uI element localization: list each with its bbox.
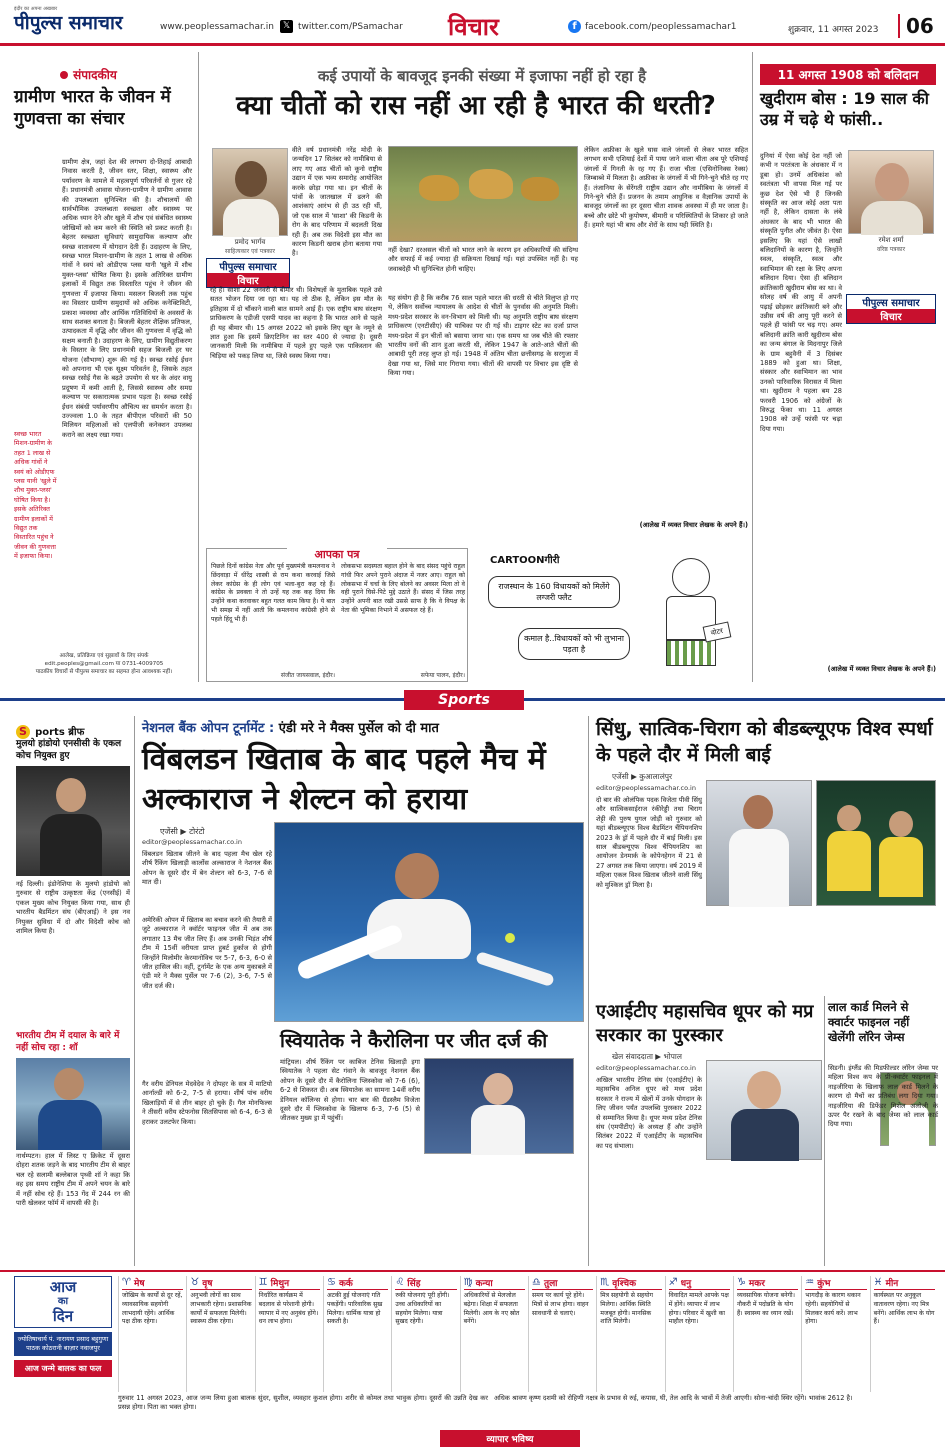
brand-name: पीपुल्स समाचार <box>219 262 277 273</box>
sports-r-dateline: एजेंसी ▶ कुआलालंपुर <box>612 772 673 781</box>
right-author-photo <box>848 150 934 234</box>
brief-2-title: भारतीय टीम में दयाल के बारे में नहीं सोच रहा : शॉ <box>16 1031 120 1053</box>
horoscope-title-1: आज <box>49 1278 77 1296</box>
horoscope-panel <box>14 1276 112 1440</box>
sagittarius-icon: ♐ <box>668 1277 678 1288</box>
horoscope-sign-name: सिंह <box>407 1279 421 1289</box>
horoscope-sign <box>391 1276 459 1392</box>
gemini-icon: ♊ <box>258 1277 268 1288</box>
sports-body-1: विंबलडन खिताब जीतने के बाद पहला मैच खेल रहे शीर्ष रैंकिंग खिलाड़ी कार्लोस अल्काराज ने नेशनल बैंक ओपन के दूसरे दौर में बेन शेल्टन को 6-3, 7-6 से मात दी। <box>142 850 272 887</box>
letter-2: लोकसभा सदस्यता बहाल होने के बाद संसद पहुंचे राहुल गांधी फिर अपने पुराने अंदाज में नजर आए। राहुल को लोकसभा में चर्चा के लिए बोलने का अवसर मिला तो वे वही पुराने घिसे-पिटे मुद्दे उठाते हैं। संसद में जिस तरह उन्होंने अपनी बात रखी उससे साफ है कि वे विपक्ष के नेता की भूमिका निभाने में असफल रहे हैं। <box>341 563 465 614</box>
virgo-icon: ♍ <box>463 1277 473 1288</box>
libra-icon: ♎ <box>531 1277 541 1288</box>
page-number: 06 <box>898 14 934 38</box>
author-role: साहित्यकार एवं पत्रकार <box>225 248 275 255</box>
brand-tag: विचार <box>207 273 289 287</box>
cartoon-figure <box>652 558 732 678</box>
right-author-name: रमेश शर्मा <box>878 236 904 244</box>
sports-r2-email[interactable]: editor@peoplessamachar.co.in <box>596 1064 696 1072</box>
letter-1-sign: संजीत जायसवाल, इंदौर। <box>280 672 335 679</box>
right-brand-box <box>846 294 936 324</box>
right-brand-tag: विचार <box>847 309 935 323</box>
editorial-footer-contact: आलेख, प्रतिक्रिया एवं सुझावों के लिए संपर्क <box>59 653 149 659</box>
horoscope-sign-text: समय पर कार्य पूरे होंगे। मित्रों से लाभ होगा। वाहन सावधानी से चलाएं। <box>531 1292 589 1317</box>
cheetah-photo <box>388 146 578 242</box>
horoscope-sign <box>733 1276 801 1392</box>
right-article-date-label: 11 अगस्त 1908 को बलिदान <box>760 64 936 85</box>
trade-text: अधिक श्रावण कृष्ण दशमी को रोहिणी नक्षत्र के प्रभाव से रुई, कपास, घी, तेल आदि के भावों में तेजी आएगी। सोना-चांदी स्थिर रहेंगे। भावांक 2612 है। <box>494 1394 853 1402</box>
main-article-title: क्या चीतों को रास नहीं आ रही है भारत की धरती? <box>236 91 716 121</box>
horoscope-sign-header <box>805 1276 866 1290</box>
brief-1-photo <box>16 766 130 876</box>
horoscope-sign-text: जोखिम के कार्यों से दूर रहें, व्यावसायिक सहयोगी लाभदायी रहेंगे। आर्थिक पक्ष ठीक रहेगा। <box>122 1292 183 1326</box>
brand-box <box>206 258 290 288</box>
horoscope-sign-name: धनु <box>680 1279 692 1289</box>
facebook-link[interactable]: facebook.com/peoplessamachar1 <box>585 22 737 32</box>
editorial-title: ग्रामीण भारत के जीवन में गुणवत्ता का संचार <box>14 87 171 129</box>
badminton-photo <box>816 780 936 906</box>
main-article-col3: यह संयोग ही है कि करीब 76 साल पहले भारत की धरती से चीते विलुप्त हो गए थे, लेकिन सर्वोच्च न्यायालय के आदेश से चीतों के पुनर्वास की अनुमति मिली। मध्य-प्रदेश सरकार के वन-विभाग को मिली थी। यह अनुमति राष्ट्रीय बाघ संरक्षण प्राधिकरण (एनटीसीए) की याचिका पर दी गई थी। टाइगर स्टेट का दर्जा प्राप्त मध्य-प्रदेश में इन चीतों को बसाया जाना था। एक समय था जब चीते की रफ्तार भारतीय वनों की शान हुआ करती थी, लेकिन 1947 के आते-आते चीतों की आबादी पूरी तरह लुप्त हो गई। 1948 में अंतिम चीता छत्तीसगढ़ के सरगुजा में देखा गया था, जिसे मार गिराया गया। चीतों की वापसी पर विचार इस दृष्टि से किया गया। <box>388 294 578 378</box>
right-article-endnote: (आलेख में व्यक्त विचार लेखक के अपने हैं।) <box>827 665 936 673</box>
column-divider <box>824 996 825 1266</box>
horoscope-sign-name: वृष <box>202 1279 213 1289</box>
author-name: प्रमोद भार्गव <box>234 238 266 246</box>
horoscope-sign-text: व्यवसायिक योजना बनेगी। नौकरी में पदोन्नति के योग हैं। स्वास्थ्य का ध्यान रखें। <box>736 1292 795 1317</box>
facebook-icon: f <box>568 20 581 33</box>
right-article-body: दुनियां में ऐसा कोई देश नहीं जो कभी न परतंत्रता के अंधकार में न डूबा हो। उनमें अधिकांश को स्वतंत्रता भी वापस मिल गई पर कुछ देश ऐसे भी हैं जिनकी संस्कृति का आज कोई अता पता नहीं है, लेकिन दासता के लंबे अंधकार के बाद भी भारत की संस्कृति पुनीत और जीवंत है। ऐसा इसलिए कि यहां ऐसे लाखों बलिदानियों के कारण है, जिन्होंने स्वत्व, संस्कृति, स्वत्व और स्वाभिमान की रक्षा के लिए अपना बलिदान दिया। ऐसा ही बलिदान क्रांतिकारी खुदीराम बोस का था। वे सोलह वर्ष की आयु में अपनी पढ़ाई छोड़कर क्रांतिकारी बने और उन्नीस वर्ष की आयु पूरी करने से पहले ही फांसी पर चढ़ गए। अमर बलिदानी क्रांति कारी खुदीराम बोस का जन्म बंगाल के मिदनापुर जिले के ग्राम बहुवैनी में 3 दिसंबर 1889 को हुआ था। शिक्षा, संस्कार और स्वाभिमान का भाव उनको पारिवारिक विरासत में मिला था। खुदीराम ने पहला बम 28 फरवरी 1906 को अंग्रेजों के विरुद्ध फेंका था। 11 अगस्त 1908 को उन्हें फांसी पर चढ़ा दिया गया। <box>760 152 842 433</box>
brief-1-body: नई दिल्ली। इंडोनेशिया के मुलयो हांडोयो को गुरुवार से राष्ट्रीय उत्कृष्टता केंद्र (एनसीई) में एकल मुख्य कोच नियुक्त किया गया, साथ ही भारतीय बैडमिंटन संघ (बीएआई) ने इस नव नियुक्त सुविधा में दो और विदेशी कोच को शामिल किया है। <box>16 880 130 936</box>
main-article-col3-top: नहीं देखा? दरअसल चीतों को भारत लाने के कारण इन अधिकारियों की संदिग्ध और सफाई में कई ज्यादा ही सक्रियता दिखाई गई। यहां उपस्थित नहीं है। यह जवाबदेही भी सुनिश्चित होनी चाहिए। <box>388 246 578 273</box>
horoscope-title <box>14 1276 112 1328</box>
horoscope-sign-text: अधिकारियों से मेलजोल बढ़ेगा। शिक्षा में सफलता मिलेगी। आय के नए स्रोत बनेंगे। <box>463 1292 520 1326</box>
sports-r3-headline: लाल कार्ड मिलने से क्वार्टर फाइनल नहीं खेलेंगी लॉरेन जेम्स <box>828 1000 910 1044</box>
sports-body-2: अमेरिकी ओपन में खिताब का बचाव करने की तैयारी में जुटे अल्काराज ने क्वॉर्टर फाइनल जीत में अब तक लगातार 13 मैच जीत लिए हैं। अब उनकी भिड़ंत शीर्ष टीम में 15वीं वरीयता प्राप्त हुबर्ट हुर्काज से होगी जिन्होंने मिलोमीर केरमानोविच पर 5-7, 6-3, 6-0 से जीत हासिल की। वहीं, टूर्नामेंट के एक अन्य मुकाबले में एंडी मरे ने मैक्स पुर्सेल पर 7-6 (2), 3-6, 7-5 से जीत दर्ज की। <box>142 916 272 990</box>
sports-sub-headline: स्वियातेक ने कैरोलिना पर जीत दर्ज की <box>280 1030 548 1052</box>
horoscope-sign-header <box>122 1276 183 1290</box>
horoscope-sign-header <box>600 1276 661 1290</box>
horoscope-sign-name: कन्या <box>475 1279 493 1289</box>
cartoon-bubble-2: कमाल है..विधायकों को भी लुभाना पड़ता है <box>518 628 630 660</box>
right-article-title: खुदीराम बोस : 19 साल की उम्र में चढ़े थे फांसी.. <box>760 89 929 129</box>
sports-banner: Sports <box>404 690 524 710</box>
kids-text: गुरुवार 11 अगस्त 2023, आज जन्म लिया हुआ बालक सुंदर, सुशील, व्यवहार कुशल होगा। शरीर से कोमल तथा भावुक होगा। दूसरों की उन्नति देख कर प्रसन्न होगा। पिता का भक्त होगा। <box>118 1394 488 1412</box>
horoscope-sign-header <box>395 1276 456 1290</box>
horoscope-sign <box>118 1276 186 1392</box>
right-article-body-cont <box>760 330 936 660</box>
horoscope-sign-text: अनुभवी लोगों का साथ लाभकारी रहेगा। प्रशासनिक कार्यों में सफलता मिलेगी। स्वास्थ्य ठीक रहेगा। <box>190 1292 252 1326</box>
masthead <box>0 0 945 46</box>
kids-label: आज जन्मे बालक का फल <box>14 1360 112 1377</box>
horoscope-sign-name: मिथुन <box>270 1279 290 1289</box>
aries-icon: ♈ <box>122 1277 131 1288</box>
paper-tag: इंदौर का अपना अखबार <box>14 6 58 12</box>
sports-r2-body-cont <box>706 1164 822 1264</box>
horoscope-sign <box>665 1276 733 1392</box>
sindhu-photo <box>706 780 812 906</box>
horoscope-sign-header <box>669 1276 730 1290</box>
cartoon-bubble-1: राजस्थान के 160 विधायकों को मिलेंगे लग्जरी फ्लैट <box>488 576 620 608</box>
brief-2-body: नार्थम्पटन। हाल में लिस्ट ए क्रिकेट में दूसरा दोहरा शतक जड़ने के बाद भारतीय टीम से बाहर चल रहे सलामी बल्लेबाज पृथ्वी शॉ ने कहा कि वह इस समय राष्ट्रीय टीम में अपने चयन के बारे में नहीं सोच रहे हैं। 153 गेंद में 244 रन की पारी खेलकर फॉर्म में वापसी की है। <box>16 1152 130 1208</box>
sports-dateline: एजेंसी ▶ टोरंटो <box>160 827 205 836</box>
horoscope-sign-header <box>259 1276 320 1290</box>
page-date: शुक्रवार, 11 अगस्त 2023 <box>788 25 879 35</box>
paper-name: पीपुल्स समाचार <box>14 12 123 34</box>
pisces-icon: ♓ <box>873 1277 883 1288</box>
letter-2-sign: सफेया पालन, इंदौर। <box>420 672 465 679</box>
cartoon-box <box>474 548 748 682</box>
main-article-col4: लेकिन अफ्रीका के खुले घास वाले जंगलों से लेकर भारत सहित लगभग सभी एशियाई देशों में पाया जाने वाला चीता अब पूरे एशियाई जंगलों में गिनती के रह गए हैं। राजा चीता (एसिनोनिक्स रेक्स) जिम्बाब्वे में मिलता है। अफ्रीका के जंगलों में भी गिने-चुने चीते रह गए हैं। तंजानिया के सेरेंगती राष्ट्रीय उद्यान और नामीबिया के जंगलों में गिने-चुने चीते हैं। प्रजनन के तमाम आधुनिक व वैज्ञानिक उपायों के बावजूद जंगलों का हर दूसरा चीता शावक अवस्था में ही मर जाता है। बच्चे और छोटे भी कुपोषण, बीमारी व परिस्थितियों के शिकार हो जाते हैं। हमारे यहां भी बाघ और शेरों के साथ यही स्थिति है। <box>584 146 748 230</box>
horoscope-sign-name: मेष <box>133 1279 145 1289</box>
sports-r2-dateline: खेल संवाददाता ▶ भोपाल <box>612 1052 682 1061</box>
sports-r-body-cont <box>706 910 936 992</box>
horoscope-sign-header <box>737 1276 798 1290</box>
sports-r-email[interactable]: editor@peoplessamachar.co.in <box>596 784 696 792</box>
horoscope-grid <box>118 1276 938 1392</box>
horoscope-sign-name: मकर <box>748 1279 765 1289</box>
alcaraz-photo <box>274 822 584 1022</box>
editorial-label: संपादकीय <box>60 64 117 83</box>
horoscope-sign-header <box>874 1276 935 1290</box>
horoscope-sign-name: मीन <box>885 1279 899 1289</box>
website-link[interactable]: www.peoplessamachar.in <box>160 22 274 32</box>
right-author-role: वरिष्ठ पत्रकार <box>876 246 906 253</box>
sports-sub-body: मांट्रियल। शीर्ष रैंकिंग पर काबिज टेनिस खिलाड़ी इगा स्वियातेक ने पहला सेट गंवाने के बावजूद नेशनल बैंक ओपन के दूसरे दौर में कैरोलिना प्लिस्कोवा को 7-6 (6), 6-2 से शिकस्त दी। अब स्वियातेक का सामना 14वीं वरीय डेनियल कॉलिन्स से होगा। चार बार की ग्रैंडस्लैम विजेता दूसरे दौर में प्लिस्कोवा के खिलाफ 6-3, 7-6 (5) से जीतकर मुख्य ड्रा में पहुंचीं। <box>280 1058 420 1123</box>
horoscope-sign-name: वृश्चिक <box>612 1279 637 1289</box>
horoscope-sign-text: रुकी योजनाएं पूरी होंगी। उच्च अधिकारियों का सहयोग मिलेगा। यात्रा सुखद रहेगी। <box>395 1292 450 1326</box>
horoscope-sign-name: कर्क <box>338 1279 353 1289</box>
main-article-col1: वीते वर्ष प्रधानमंत्री नरेंद्र मोदी के जन्मदिन 17 सितंबर को नामीबिया से लाए गए आठ चीतों को कूनो राष्ट्रीय उद्यान में एक भव्य समारोह आयोजित करके छोड़ा गया था। इन चीतों के पांवों के जातखाल में ढलने की आशंकाएं आरंभ से ही उठ रही थीं, जो एक साल में 'साशा' की किडनी के रोग के बाद परिणाम में बदलती दिख रही हैं। अब तक विदेशी इस मौत का कारण किडनी खराब होना बताया गया है। <box>292 146 382 258</box>
horoscope-sign <box>528 1276 596 1392</box>
letters-box <box>206 548 468 682</box>
horoscope-sign-text: मित्र सहयोगी से सहयोग मिलेगा। आर्थिक स्थिति मजबूत होगी। मानसिक शांति मिलेगी। <box>600 1292 653 1326</box>
sports-s-icon: S <box>16 725 30 739</box>
horoscope-sign <box>870 1276 938 1392</box>
horoscope-title-2: का <box>57 1296 69 1307</box>
sports-sub-body-cont <box>424 1158 574 1264</box>
horoscope-sign-header <box>464 1276 525 1290</box>
brief-1-title: मुलयो हांडोयो एनसीसी के एकल कोच नियुक्त हुए <box>16 739 122 761</box>
sports-brief-label: S ports ब्रीफ <box>16 720 84 739</box>
taurus-icon: ♉ <box>190 1277 200 1288</box>
column-divider <box>198 52 199 682</box>
author-photo <box>212 148 288 236</box>
right-brand-name: पीपुल्स समाचार <box>862 298 920 309</box>
editorial-footer-email[interactable]: edit.peoples@gmail.com या 0731-4009705 <box>44 661 164 667</box>
main-article-col2: रहे हैं। साशा 22 जनवरी से बीमार थी। विशेषज्ञों के मुताबिक पहले उसे सतत भोजन दिया जा रहा था। यह तो ठीक है, लेकिन इस मौत के इतिहास में दो चौंकाने वाली बात सामने आई हैं। एक राष्ट्रीय बाघ संरक्षण प्राधिकरण के एडीजी एसपी यादव का कहना है कि भारत आने से पहले ही यह बीमार थी। 15 अगस्त 2022 को इसके लिए खून के नमूने से ज्ञात हुआ कि इसमें क्रिएटिनिन का स्तर 400 से ज्यादा है। दूसरी जानकारी मिली कि नामीबिया में पहले हुए पहले एक पाकिस्तान की चिड़िया को पकड़ लिया था, जिसे स्वस्थ किया गया। <box>210 286 382 360</box>
horoscope-rule <box>0 1270 945 1272</box>
column-divider <box>752 52 753 682</box>
horoscope-sign-name: तुला <box>543 1279 558 1289</box>
column-divider <box>134 716 135 1266</box>
cartoon-sign: वोटर <box>703 621 732 642</box>
cancer-icon: ♋ <box>326 1277 336 1288</box>
bullet-icon <box>60 71 68 79</box>
horoscope-title-3: दिन <box>52 1307 74 1325</box>
section-title: विचार <box>448 13 499 41</box>
swiatek-photo <box>424 1058 574 1154</box>
horoscope-sign <box>186 1276 254 1392</box>
sports-headline: विंबलडन खिताब के बाद पहले मैच में अल्काराज ने शेल्टन को हराया <box>142 742 546 817</box>
horoscope-sign-text: कार्यस्थल पर अनुकूल वातावरण रहेगा। नए मित्र बनेंगे। आर्थिक लाभ के योग हैं। <box>873 1292 935 1326</box>
horoscope-sign-name: कुंभ <box>817 1279 831 1289</box>
twitter-icon: 𝕏 <box>280 20 293 33</box>
horoscope-sign <box>323 1276 391 1392</box>
cartoon-label: CARTOONगीरी <box>490 555 560 566</box>
column-divider <box>588 716 589 1266</box>
capricorn-icon: ♑ <box>736 1277 746 1288</box>
paper-logo <box>14 6 123 34</box>
sports-r3-body: सिडनी। इंग्लैंड की मिडफील्डर लॉरेन जेम्स पर महिला विश्व कप के प्री-क्वार्टर फाइनल में नाइजीरिया के खिलाफ लाल कार्ड मिलने के कारण दो मैचों का प्रतिबंध लगा दिया गया। नाइजीरिया की डिफेंडर मिशेल अलोजी के ऊपर पैर रखने के बाद जेम्स को लाल कार्ड दिया गया। <box>828 1064 938 1129</box>
scorpio-icon: ♏ <box>600 1277 610 1288</box>
sports-email[interactable]: editor@peoplessamachar.co.in <box>142 838 242 846</box>
letters-title: आपका पत्र <box>287 547 387 562</box>
letter-1: पिछले दिनों कांग्रेस नेता और पूर्व मुख्यमंत्री कमलनाथ ने छिंदवाड़ा में धीरेंद्र शास्त्री से राम कथा करवाई जिसे लेकर कांग्रेस के ही लोग एवं भला-बुरा कह रहे हैं। कांग्रेस के प्रवक्ता ने तो उन्हें यह तक कह दिया कि उन्होंने कथा करवाकर बहुत गलत काम किया है। ये बात भी समझ में नहीं आती कि कमलनाथ कांग्रेसी होने से पहले हिंदू भी हैं। <box>211 563 335 623</box>
aquarius-icon: ♒ <box>805 1277 815 1288</box>
main-article-endnote: (आलेख में व्यक्त विचार लेखक के अपने हैं।) <box>639 521 748 529</box>
brief-2-photo <box>16 1058 130 1150</box>
horoscope-sign <box>460 1276 528 1392</box>
sports-r2-body: अखिल भारतीय टेनिस संघ (एआईटीए) के महासचिव अनिल धूपर को मध्य प्रदेश सरकार ने राज्य में खेलों में उनके योगदान के लिए जीवन पर्यंत उपलब्धि पुरस्कार 2022 से सम्मानित किया है। धूपर मध्य प्रदेश टेनिस संघ (एमपीटीए) के अध्यक्ष हैं और उन्होंने सितंबर 2022 में एआईटीए के महासचिव का पद संभाला। <box>596 1076 702 1150</box>
astrologer: ज्योतिषाचार्य पं. नारायण प्रसाद बहुगुणा पाठक कोठरानी बाज़ार नवाजपुर <box>14 1332 112 1356</box>
sports-r-body: दो बार की ओलंपिक पदक विजेता पीवी सिंधु और सात्विकसाईराज रंकीरेड्डी तथा चिराग शेट्टी की पुरुष युगल जोड़ी को गुरुवार को यहां बीडब्ल्यूएफ विश्व बैडमिंटन चैंपियनशिप 2023 के ड्रॉ में पहले दौर में बाई मिली। इस साल बीडब्ल्यूएफ विश्व चैंपियनशिप का आयोजन डेनमार्क के कोपेनहेगन में 21 से 27 अगस्त तक किया जाएगा। वर्ष 2019 में महिला एकल विश्व खिताब जीतने वाली सिंधु को मुश्किल ड्रॉ मिला है। <box>596 796 702 889</box>
leo-icon: ♌ <box>395 1277 405 1288</box>
sports-r-headline: सिंधु, सात्विक-चिराग को बीडब्ल्यूएफ विश्व स्पर्धा के पहले दौर में मिली बाई <box>596 718 933 766</box>
sports-r2-headline: एआईटीए महासचिव धूपर को मप्र सरकार का पुरस्कार <box>596 1001 814 1046</box>
editorial-footer <box>14 652 194 676</box>
horoscope-sign-header <box>532 1276 593 1290</box>
horoscope-sign <box>596 1276 664 1392</box>
sports-headline-kicker: नेशनल बैंक ओपन टूर्नामेंट : एंडी मरे ने मैक्स पुर्सेल को दी मात <box>142 721 439 736</box>
sports-body-3: गैर वरीय डेनियल मेदवेदेव ने दोपहर के सत्र में माटियो आर्नाल्डी को 6-2, 7-5 से हराया। शीर्ष पांच वरीय खिलाड़ियों में से तीन बाहर हो चुके हैं। गैल मोनफिल्स ने तीसरी वरीय स्टेफनोस सितसिपास को 6-4, 6-3 से हराकर उलटफेर किया। <box>142 1080 272 1126</box>
editorial-footer-disclaimer: पाठकीय विचारों से पीपुल्स समाचार का सहमत होना आवश्यक नहीं। <box>35 669 173 675</box>
dhupar-photo <box>706 1060 822 1160</box>
horoscope-sign-header <box>190 1276 251 1290</box>
horoscope-sign-text: अटकी हुई योजनाएं गति पकड़ेंगी। पारिवारिक सुख मिलेगा। धार्मिक यात्रा हो सकती है। <box>326 1292 383 1326</box>
twitter-link[interactable]: twitter.com/PSamachar <box>298 22 403 32</box>
editorial-body: ग्रामीण क्षेत्र, जहां देश की लगभग दो-तिहाई आबादी निवास करती है, जीवन स्तर, शिक्षा, स्वास्थ्य और पर्यावरण के मामले में महत्वपूर्ण परिवर्तनों से गुजर रहे हैं। प्रधानमंत्री आवास योजना-ग्रामीण ने ग्रामीण आवास की उपलब्धता सुनिश्चित की है। शौचालयों की सार्वभौमिक उपलब्धता स्वच्छता और स्वास्थ्य पर अधिक ध्यान देने और खुले में शौच एवं संबंधित स्वास्थ्य जोखिमों को कम करने की स्थिति को प्रकट करती है। बेहतर स्वच्छता सुविधाएं सामुदायिक कल्याण और स्वच्छ वातावरण में योगदान देती हैं। उदाहरण के लिए, स्वच्छ भारत मिशन-ग्रामीण के तहत 1 लाख से अधिक गांवों ने स्वयं को ओडीएफ प्लस यानी 'खुले में शौच मुक्त-प्लस' घोषित किया है। इसके अतिरिक्त ग्रामीण इलाकों में विद्युत तक विस्तारित पहुंच ने जीवन की गुणवत्ता में इजाफा किया। मसलन बिजली तक पहुंच का विस्तार ग्रामीण समुदायों को अधिक कनेक्टिविटी, प्रकाश व्यवस्था और आर्थिक गतिविधियों के अवसरों के साथ सशक्त बनाता है। बिजली बेहतर शैक्षिक प्रतिफल, उत्पादकता में वृद्धि और जीवन की गुणवत्ता में वृद्धि को सक्षम बनाती है। उदाहरण के लिए, ग्रामीण विद्युतीकरण के विस्तार के लिए प्रधानमंत्री सहज बिजली हर घर योजना (सौभाग्य) शुरू की गई है। स्वच्छ रसोई ईंधन को अपनाना भी एक सूक्ष्म परिवर्तन है, जिसके तहत स्वच्छ रसोई गैस के बढ़ते उपयोग से घर के अंदर वायु प्रदूषण में कमी आती है, जिससे स्वास्थ्य और समग्र कल्याण पर सकारात्मक प्रभाव पड़ता है। स्वच्छ रसोई ईंधन संबंधी पर्यावरणीय औचित्य का समर्थन करता है। उज्ज्वला 1.0 के तहत बीपीएल परिवारों की 50 मिलियन महिलाओं को एलपीजी कनेक्शन उपलब्ध कराने का लक्ष्य रखा गया। <box>62 158 192 439</box>
horoscope-sign-text: विवादित मामले आपके पक्ष में होंगे। व्यापार में लाभ होगा। परिवार में खुशी का माहौल रहेगा। <box>668 1292 729 1326</box>
horoscope-sign <box>255 1276 323 1392</box>
horoscope-sign-text: निर्धारित कार्यक्रम में बदलाव से परेशानी होगी। व्यापार में नए अनुबंध होंगे। धन लाभ होगा। <box>258 1292 319 1326</box>
horoscope-sign-header <box>327 1276 388 1290</box>
trade-label: व्यापार भविष्य <box>440 1430 580 1447</box>
horoscope-sign <box>801 1276 869 1392</box>
editorial-sidebar-quote: स्वच्छ भारत मिशन-ग्रामीण के तहत 1 लाख से अधिक गांवों ने स्वयं को ओडीएफ प्लस यानी 'खुले में शौच मुक्त-प्लस' घोषित किया है। इसके अतिरिक्त ग्रामीण इलाकों में विद्युत तक विस्तारित पहुंच ने जीवन की गुणवत्ता में इजाफा किया। <box>14 430 57 561</box>
main-article-kicker: कई उपायों के बावजूद इनकी संख्या में इजाफा नहीं हो रहा है <box>317 67 647 85</box>
horoscope-sign-text: भागदौड़ के कारण थकान रहेगी। सहयोगियों से मिलकर कार्य करें। लाभ होगा। <box>805 1292 861 1326</box>
